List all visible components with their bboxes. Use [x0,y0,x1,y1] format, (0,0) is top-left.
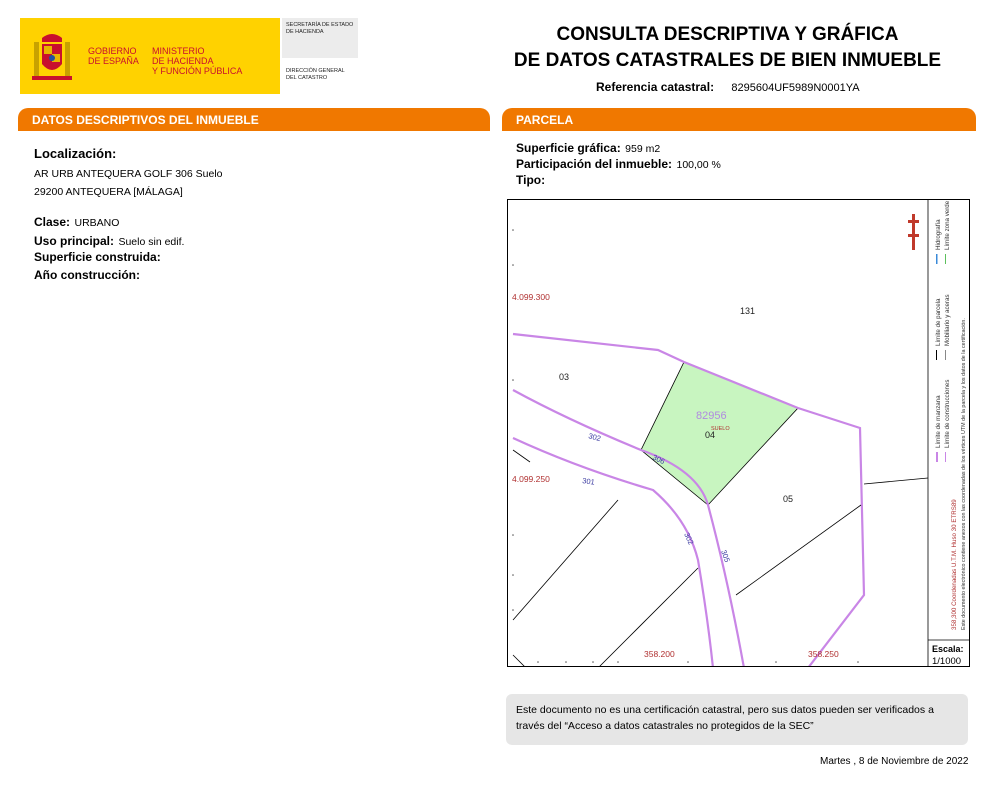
document-title [500,22,955,74]
ref-value: 8295604UF5989N0001YA [731,82,860,94]
title-line1: CONSULTA DESCRIPTIVA Y GRÁFICA [556,24,899,45]
legend-building-limit: Límite de construcciones [944,379,951,448]
secretariat-line2: DE HACIENDA [286,29,324,35]
graphic-area-value: 959 m2 [625,143,661,155]
use-value: Suelo sin edif. [118,236,185,248]
secretariat-line1: SECRETARÍA DE ESTADO [286,22,354,28]
plot-number: 04 [705,430,716,440]
class-value: URBANO [74,217,120,229]
street-number: 305 [719,548,732,564]
participation-value: 100,00 % [676,159,721,171]
ministry-line1: MINISTERIO [152,46,205,56]
coat-of-arms-icon [32,28,72,84]
legend-hydrography: Hidrografía [935,219,942,250]
parcel-boundary [513,500,618,620]
coord-x-west: 358.200 [644,649,675,659]
street-number: 302 [587,431,602,444]
street-number: 302 [682,531,696,547]
parcel-boundary [736,505,861,595]
participation-row [516,155,721,173]
scale-label: Escala: [932,644,964,654]
use-label: Uso principal: [34,234,115,248]
legend-note: Este documento electrónico contiene anexos con las coordenadas de los vértices UTM de la parcela y los datos de la certificación. [961,318,967,630]
ministry-line2: DE HACIENDA [152,56,214,66]
selected-parcel[interactable] [641,362,798,505]
cadastral-map[interactable] [507,199,970,667]
location-label: Localización: [34,146,117,161]
coord-x-east: 358.250 [808,649,839,659]
built-area-label: Superficie construida: [34,250,161,264]
coord-y-north: 4.099.300 [512,292,550,302]
legend-swatch-hydro [936,254,938,264]
notice-line1: Este documento no es una certificación catastral, pero sus datos pueden ser verificados a [516,704,934,716]
ref-label: Referencia catastral: [596,80,715,94]
section-header-descriptive: DATOS DESCRIPTIVOS DEL INMUEBLE [18,108,490,130]
legend-parcel-limit: Límite de parcela [935,298,942,346]
street-number: 306 [651,452,667,467]
plot-number: 05 [783,494,794,504]
plot-number: 131 [740,306,756,316]
directorate-line2: DEL CATASTRO [286,75,328,81]
legend-swatch-building [945,452,946,462]
plot-number: 03 [559,372,570,382]
class-label: Clase: [34,215,71,229]
ministry-line3: Y FUNCIÓN PÚBLICA [152,66,243,76]
use-row [34,232,184,250]
coord-y-south: 4.099.250 [512,474,550,484]
section-divider [18,128,490,131]
type-label: Tipo: [516,173,546,187]
directorate-label [286,68,366,82]
gov-name-line1: GOBIERNO [88,46,137,56]
legend-green-zone: Límite zona verde [944,200,951,250]
section-header-parcel: PARCELA [502,108,976,130]
legend-furniture: Mobiliario y aceras [944,294,951,346]
section-divider [502,128,976,131]
map-drawing [508,200,970,667]
cadastral-reference [596,80,860,94]
parcel-boundary [513,655,526,667]
parcel-boundary [513,450,530,462]
government-logo [20,18,280,94]
disclaimer-notice [506,694,968,745]
legend-swatch-parcel [936,350,937,360]
document-date: Martes , 8 de Noviembre de 2022 [820,756,969,767]
gov-name-line2: DE ESPAÑA [88,56,139,66]
location-city: 29200 ANTEQUERA [MÁLAGA] [34,186,183,198]
legend-swatch-furniture [945,350,946,360]
legend-utm-coords: 358,300 Coordenadas U.T.M. Huso 30 ETRS89 [951,499,958,630]
construction-year-label: Año construcción: [34,268,141,282]
title-line2: DE DATOS CATASTRALES DE BIEN INMUEBLE [513,50,942,71]
directorate-line1: DIRECCIÓN GENERAL [286,68,345,74]
class-row [34,213,119,231]
parcel-id-label: 82956 [696,410,727,422]
parcel-boundary [864,478,928,484]
participation-label: Participación del inmueble: [516,157,673,171]
suelo-label: SUELO [711,426,730,432]
graphic-area-label: Superficie gráfica: [516,141,621,155]
north-arrow-icon [908,214,919,250]
secretariat-label [282,18,358,58]
legend-swatch-block [936,452,938,462]
legend-block-limit: Límite de manzana [935,395,942,448]
location-address: AR URB ANTEQUERA GOLF 306 Suelo [34,168,223,180]
scale-value: 1/1000 [932,656,962,667]
street-number: 301 [581,476,596,487]
legend-swatch-green [945,254,946,264]
notice-line2: través del “Acceso a datos catastrales no protegidos de la SEC” [516,720,814,732]
